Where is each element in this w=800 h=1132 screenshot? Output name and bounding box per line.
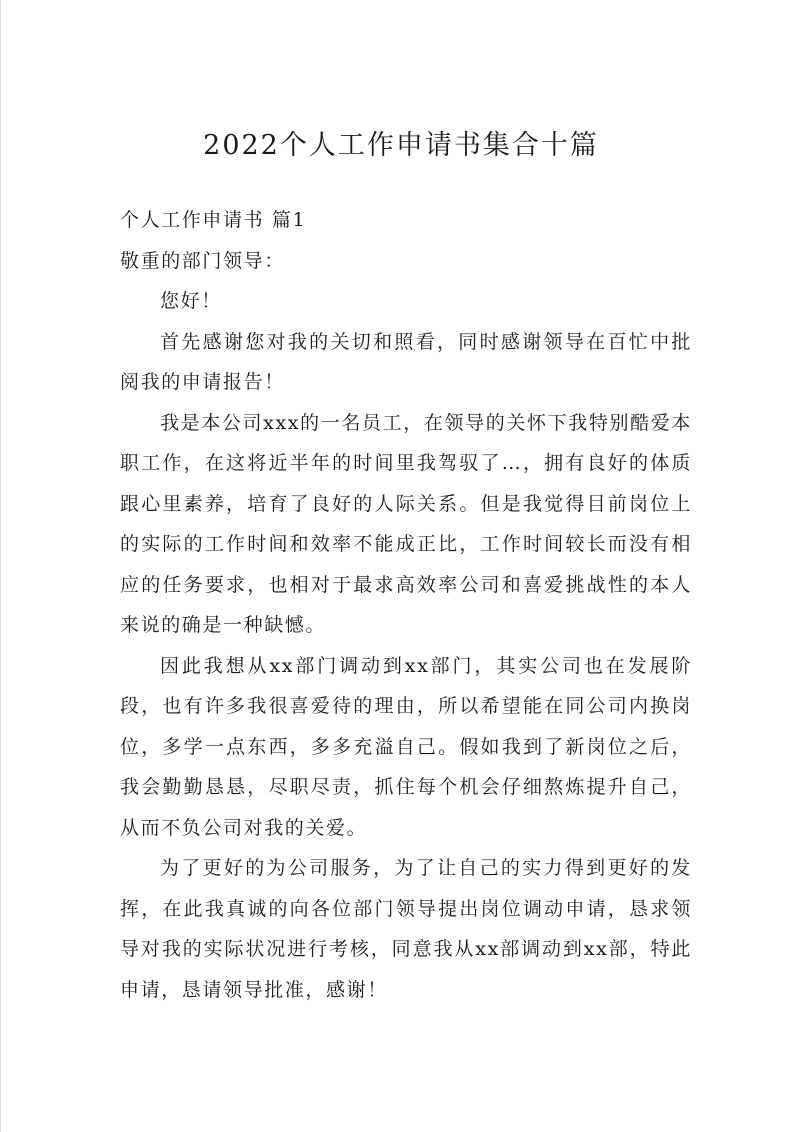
document-body	[120, 200, 692, 1010]
greeting: 您好！	[160, 290, 222, 312]
document-title: 2022个人工作申请书集合十篇	[203, 130, 599, 161]
paragraph-background: 我是本公司xxx的一名员工，在领导的关怀下我特别酷爱本职工作，在这将近半年的时间里我驾驭了…，拥有良好的体质跟心里素养，培育了良好的人际关系。但是我觉得目前岗位上的实际的工作时间和效率不能成正比，工作时间较长而没有相应的任务要求，也相对于最求高效率公司和喜爱挑战性的本人来说的确是一种缺憾。	[120, 411, 692, 636]
paragraph-thanks: 首先感谢您对我的关切和照看，同时感谢领导在百忙中批阅我的申请报告！	[120, 330, 692, 393]
section-heading: 个人工作申请书 篇1	[120, 209, 307, 231]
salutation: 敬重的部门领导：	[120, 249, 285, 272]
paragraph-request: 为了更好的为公司服务，为了让自己的实力得到更好的发挥，在此我真诚的向各位部门领导提出岗位调动申请，恳求领导对我的实际状况进行考核，同意我从xx部调动到xx部，特此申请，恳请领导批准，感谢！	[120, 857, 692, 1001]
paragraph-transfer-reason: 因此我想从xx部门调动到xx部门，其实公司也在发展阶段，也有许多我很喜爱待的理由，所以希望能在同公司内换岗位，多学一点东西，多多充溢自己。假如我到了新岗位之后，我会勤勤恳恳，尽职尽责，抓住每个机会仔细熬炼提升自己，从而不负公司对我的关爱。	[120, 654, 692, 839]
